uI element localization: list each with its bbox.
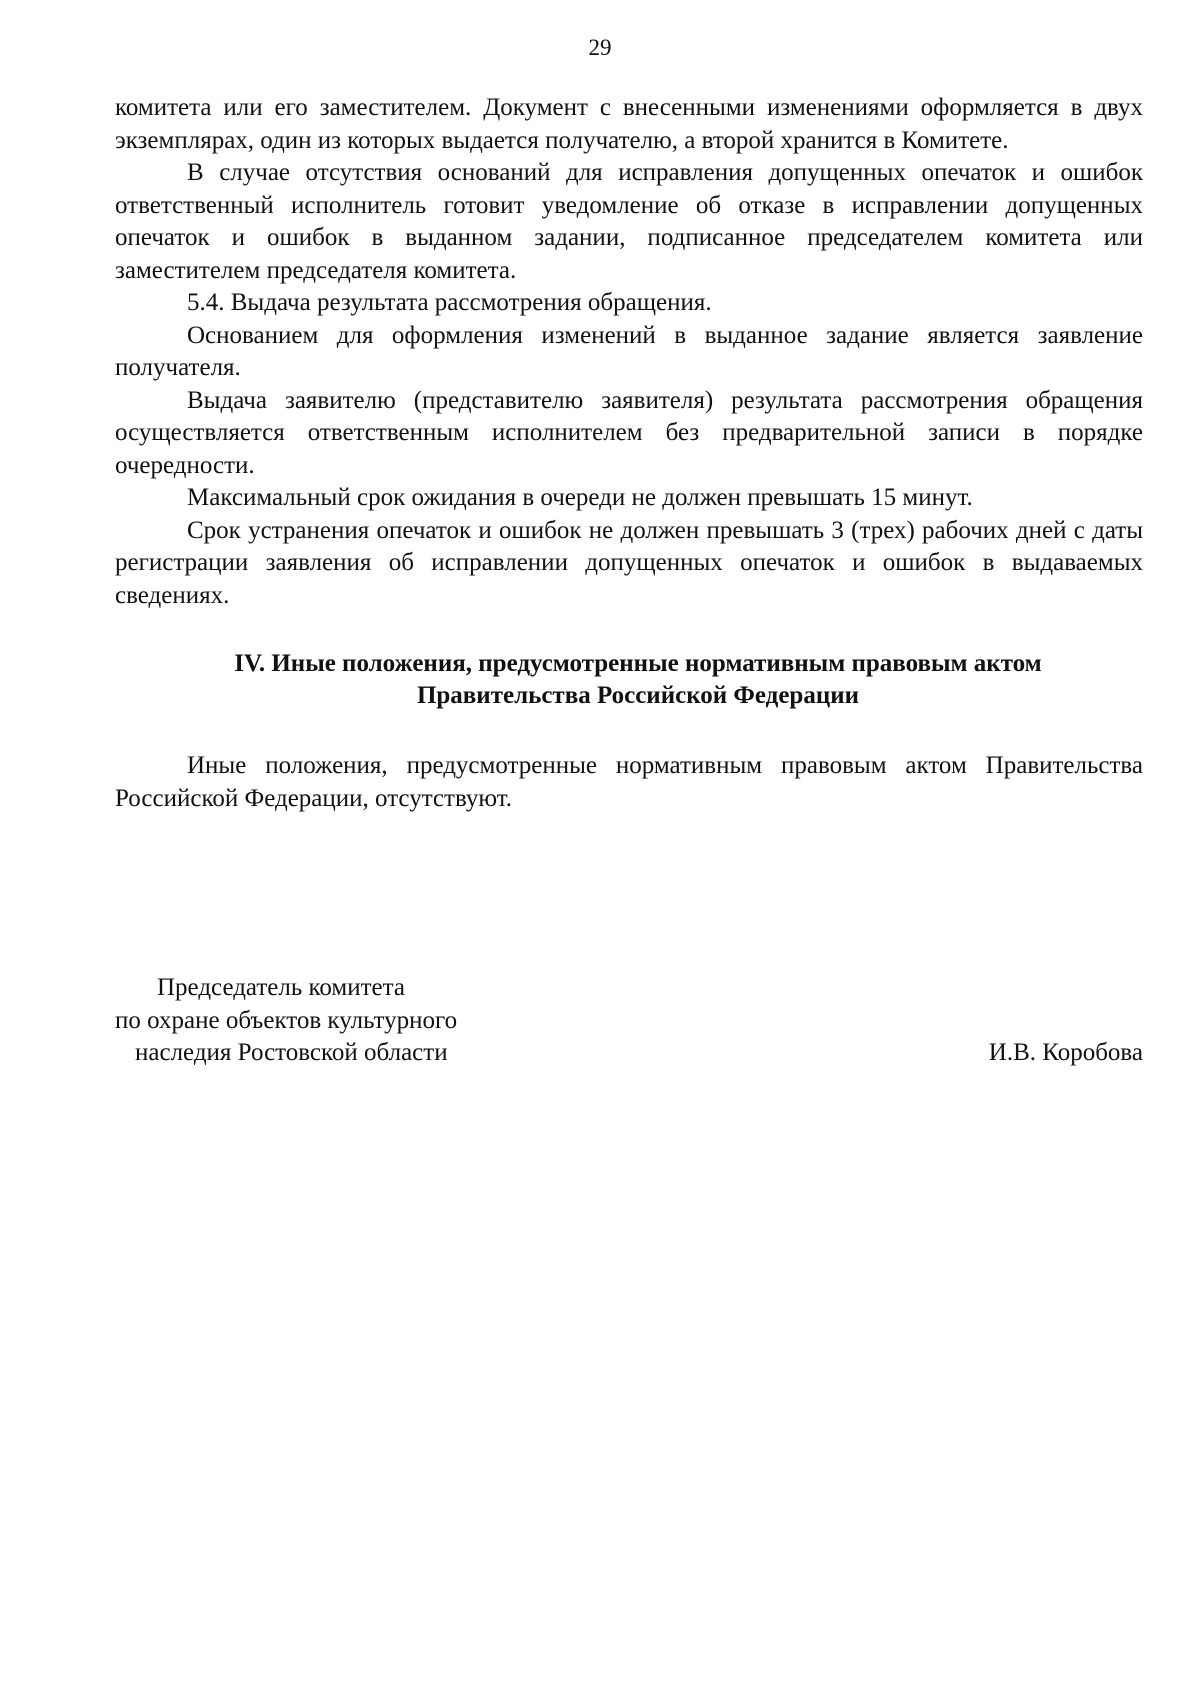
- signatory-position-line: по охране объектов культурного: [115, 1006, 458, 1034]
- section-paragraph: Иные положения, предусмотренные нормативным правовым актом Правительства Российской Федерации, отсутствуют.: [115, 752, 1143, 812]
- signature-block: [115, 972, 1143, 1072]
- paragraph: Срок устранения опечаток и ошибок не должен превышать 3 (трех) рабочих дней с даты регистрации заявления об исправлении допущенных опечаток и ошибок в выдаваемых сведениях.: [115, 516, 1143, 609]
- section-heading-line: IV. Иные положения, предусмотренные нормативным правовым актом: [234, 650, 1042, 677]
- signatory-name: И.В. Коробова: [988, 1039, 1143, 1066]
- page-number: 29: [588, 35, 612, 60]
- paragraph: Максимальный срок ожидания в очереди не должен превышать 15 минут.: [187, 484, 973, 511]
- paragraph: комитета или его заместителем. Документ с внесенными изменениями оформляется в двух экземплярах, один из которых выдается получателю, а второй хранится в Комитете.: [115, 94, 1143, 154]
- section-heading: [115, 648, 1143, 712]
- paragraph: Основанием для оформления изменений в выданное задание является заявление получателя.: [115, 321, 1143, 381]
- signatory-position-line: Председатель комитета: [157, 974, 405, 1001]
- signatory-position-line: наследия Ростовской области: [135, 1039, 448, 1066]
- paragraph: В случае отсутствия оснований для исправления допущенных опечаток и ошибок ответственный исполнитель готовит уведомление об отказе в исправлении допущенных опечаток и ошибок в выданном задании, подписанное председателем комитета или заместителем председателя комитета.: [115, 159, 1143, 284]
- section-heading-line: Правительства Российской Федерации: [416, 682, 860, 709]
- document-body: [115, 92, 1143, 815]
- subsection-title: 5.4. Выдача результата рассмотрения обращения.: [187, 289, 712, 316]
- paragraph: Выдача заявителю (представителю заявителя) результата рассмотрения обращения осуществляется ответственным исполнителем без предварительной записи в порядке очередности.: [115, 386, 1143, 479]
- signatory-position: [115, 972, 515, 1070]
